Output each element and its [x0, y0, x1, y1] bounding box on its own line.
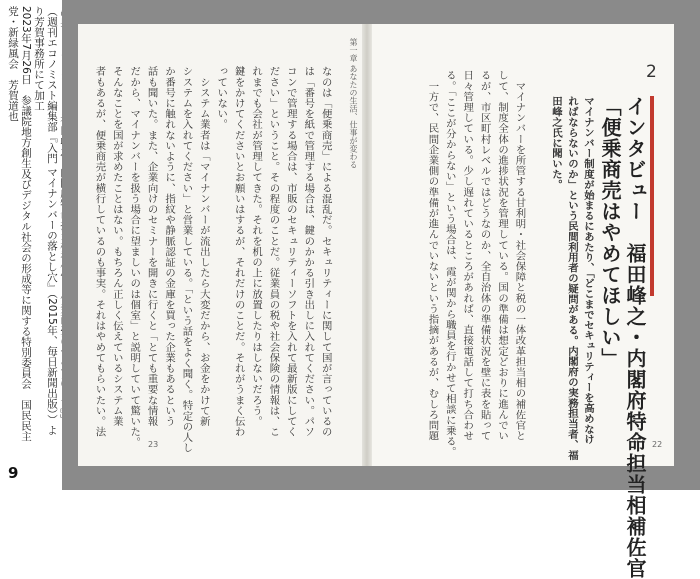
body-line: 日々管理している。少し遅れているところがあれば、直接電話して打ち合わせ: [461, 70, 474, 441]
body-line: る。「ここが分からない」という場合は、霞が関から職員を行かせて相談に乗る。: [443, 70, 456, 457]
article-title-line: インタビュー 福田峰之・内閣府特命担当相補佐官: [623, 96, 647, 579]
body-line: マイナンバーを所管する甘利明・社会保障と税の一体改革担当相の補佐官と: [513, 70, 526, 441]
article-lead: [548, 96, 596, 460]
lead-line: ればならないのか」という民間利用者の疑問がある。内閣府の実務担当者、福: [566, 96, 578, 460]
source-caption-line: 2023年7月26日 参議院地方創生及びデジタル社会の形成等に関する特別委員会 国民民主: [20, 6, 32, 442]
left-page-number: 23: [148, 440, 159, 449]
body-line: は「番号を紙で管理する場合は、鍵のかかる引き出しに入れてください。パソ: [302, 66, 315, 437]
body-line: 話も聞いた。また、企業向けのセミナーを開きに行くと「とても重要な情報: [145, 66, 158, 427]
body-line: 一方で、民間企業側の準備が進んでいないという指摘があるが、むしろ問題: [426, 70, 439, 441]
body-line: なのは「便乗商売」による混乱だ。セキュリティーに関して国が言っているの: [319, 66, 332, 437]
right-page-number: 22: [652, 440, 663, 449]
body-line: か番号に触れないように、指紋や静脈認証の金庫を買った企業もあるという: [163, 66, 176, 427]
left-page-body: [90, 66, 334, 453]
body-line: ださい」ということ。その程度のことだ。従業員の税や社会保険の情報は、こ: [267, 66, 280, 437]
body-line: そんなことを国が求めたことはない。もちろん正しく伝えているシステム業: [110, 66, 123, 427]
body-line: れまでも会社が管理してきた。それを机の上に放置したりはしないだろう。: [250, 66, 263, 427]
slide-number: 9: [8, 464, 19, 482]
body-line: して、制度全体の進捗状況を管理している。国の準備は想定どおりに進んでい: [496, 70, 509, 441]
source-caption-line: （週刊エコノミスト編集部『入門 マイナンバーの落とし穴』（2015年、毎日新聞出版））よ: [46, 6, 58, 436]
body-line: だから、マイナンバーを扱う場合に望ましいのは個室」と説明していて驚いた。: [128, 66, 141, 448]
title-accent-bar: [650, 96, 654, 296]
body-line: システムを入れてください」と営業している。「という話をよく聞く。特定の人し: [180, 66, 193, 453]
body-line: コンで管理する場合は、市販のセキュリティーソフトを入れて最新版にしてく: [284, 66, 297, 437]
right-page-body: [423, 70, 527, 457]
body-line: るが、市区町村レベルではどうなのか、全自治体の準備状況を壁に表を貼って: [478, 70, 491, 441]
body-line: っていない。: [215, 66, 228, 130]
body-line: 鍵をかけてくださいとお願いはするが、それだけのことだ。それがうまく伝わ: [232, 66, 245, 437]
book-gutter: [362, 24, 372, 466]
article-title-line: 「便乗商売はやめてほしい」: [598, 96, 622, 369]
chapter-number: 2: [646, 62, 657, 82]
source-caption-line: り芳賀事務所にて加工: [33, 6, 45, 111]
article-title: [597, 96, 647, 579]
body-line: 者もあるが、便乗商売が横行しているのも事実。それはやめてもらいたい。法: [93, 66, 106, 437]
body-line: システム業者は「マイナンバーが流出したら大変だから、お金をかけて新: [197, 66, 210, 427]
source-caption-line: 党・新緑風会 芳賀道也: [7, 6, 19, 122]
running-head: 第一章 あなたの生活、仕事が変わる: [349, 38, 358, 169]
lead-line: マイナンバー制度が始まるにあたり、「どこまでセキュリティーを高めなけ: [582, 96, 594, 445]
lead-line: 田峰之氏に聞いた。: [550, 96, 562, 190]
